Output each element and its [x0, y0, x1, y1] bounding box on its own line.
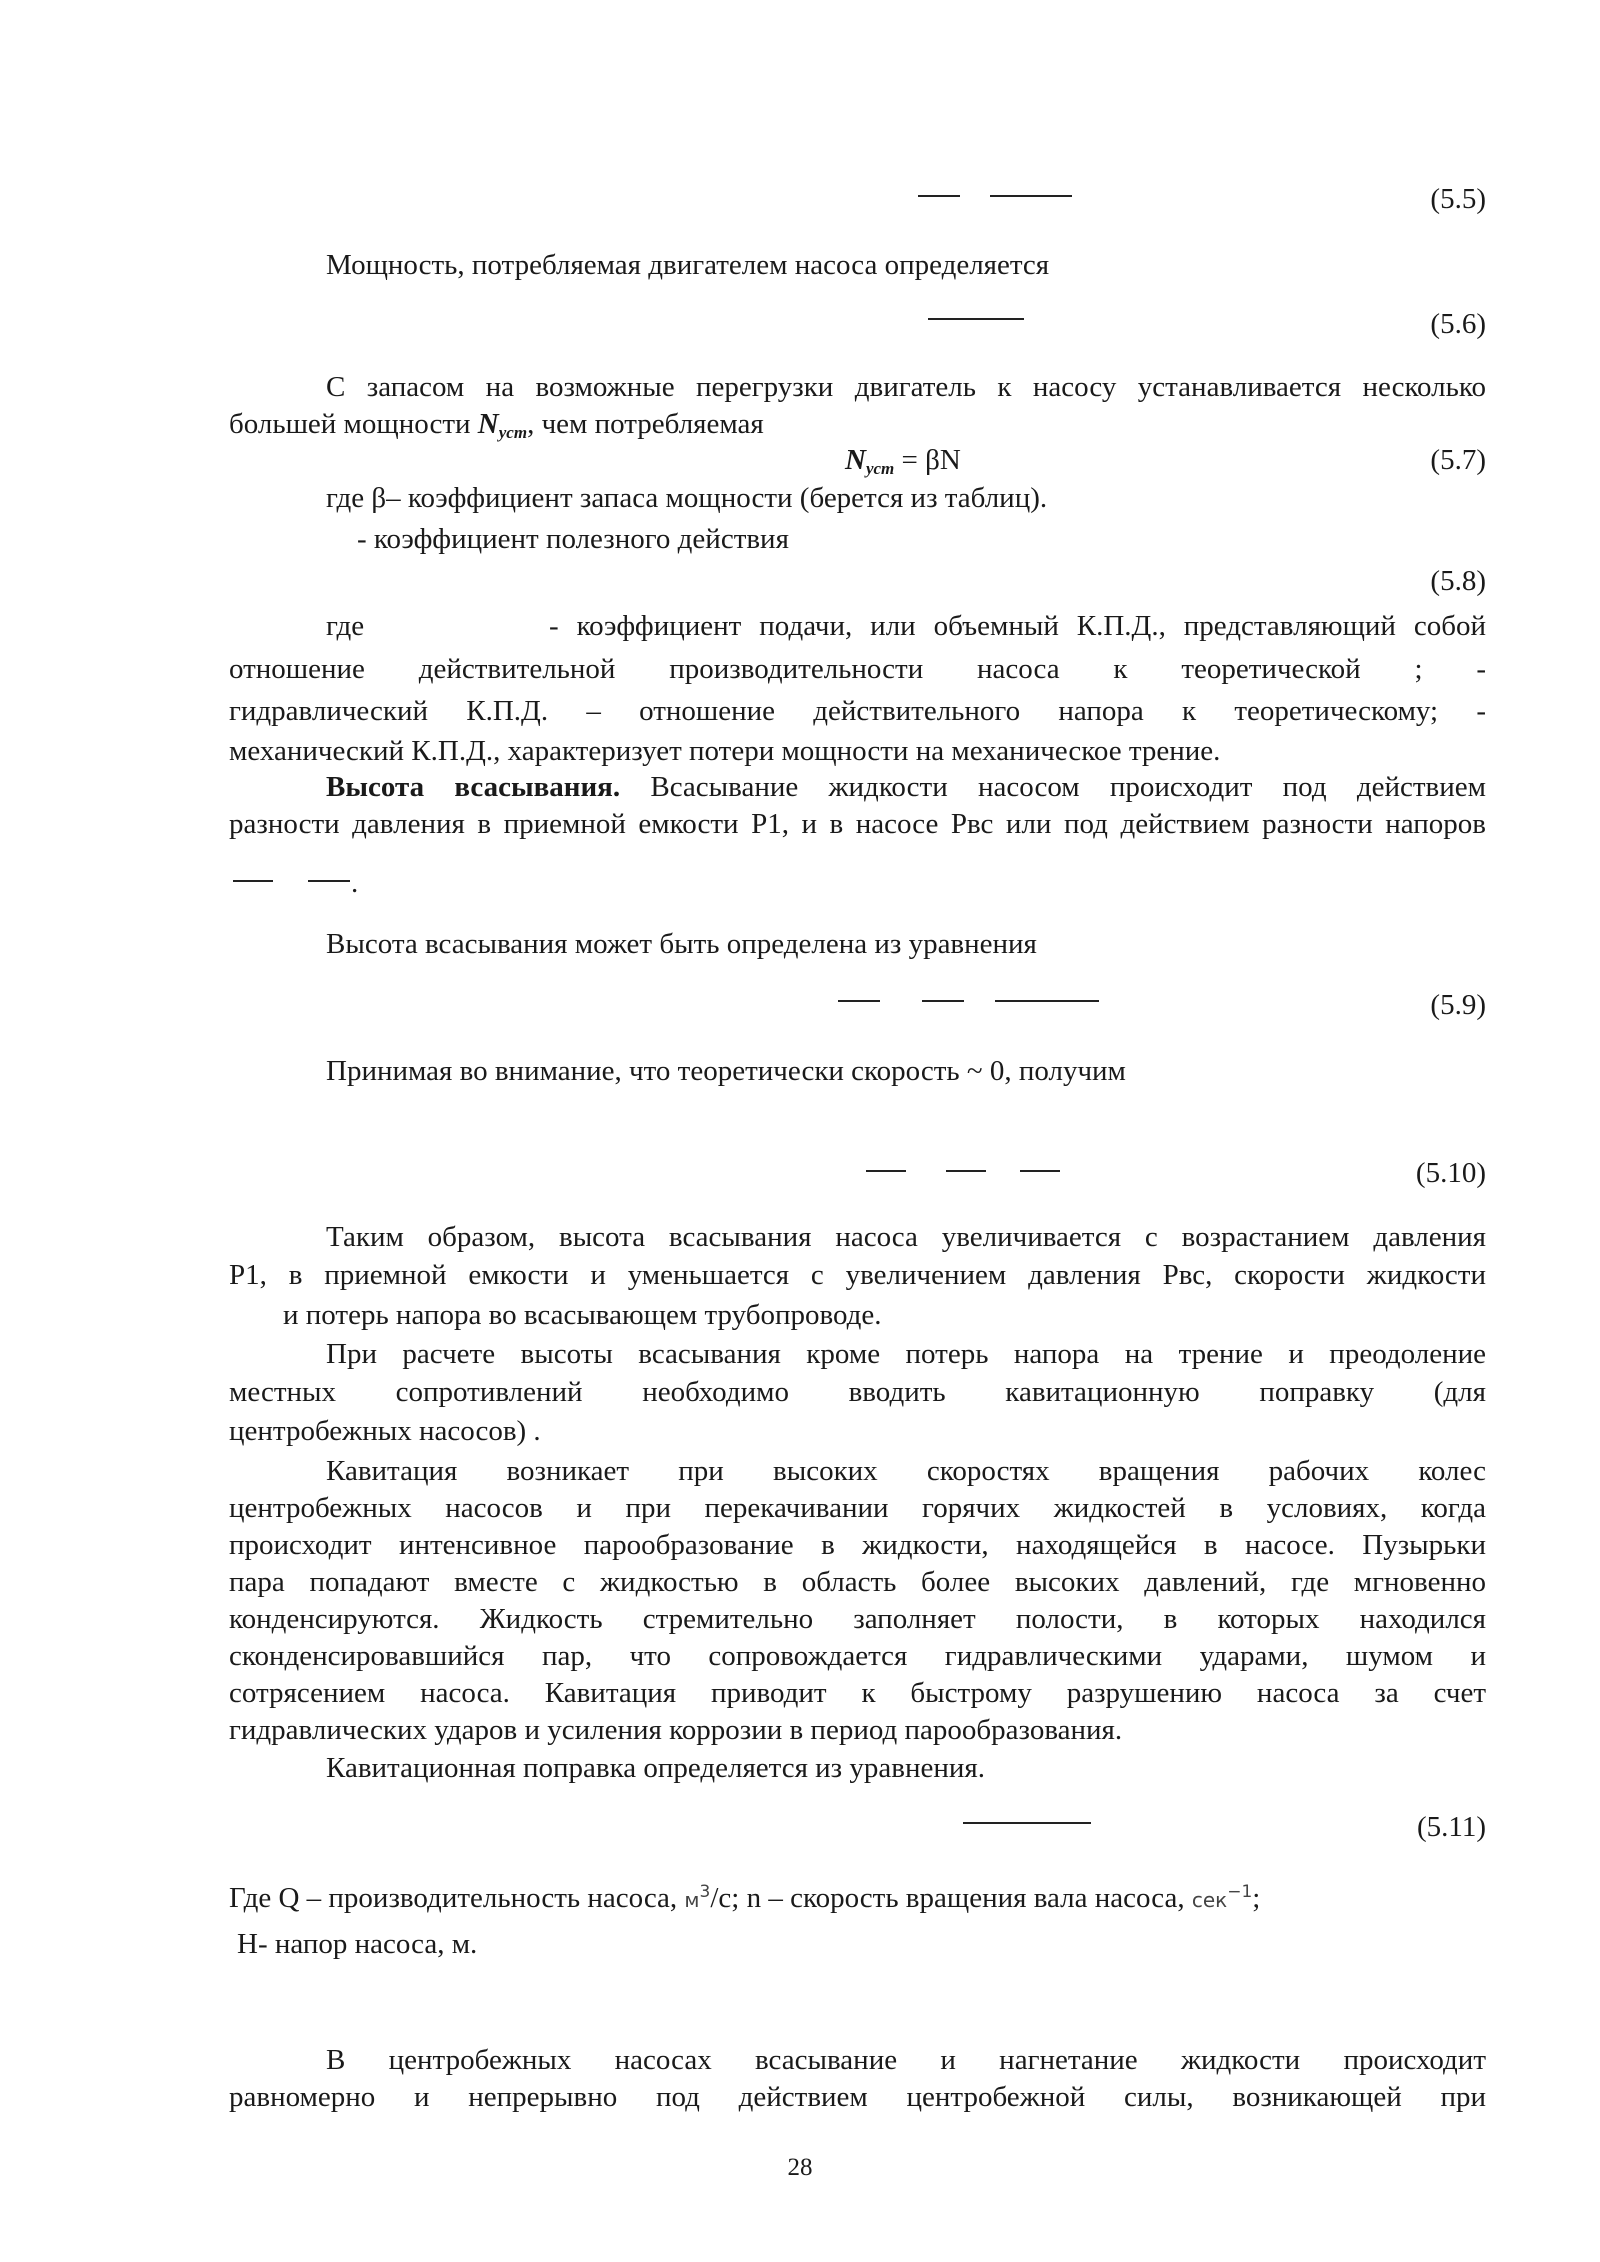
formula-5-5-bar-2: [990, 195, 1072, 197]
paragraph-cavitation-line-4: пара попадают вместе с жидкостью в область более высоких давлений, где мгновенно: [229, 1566, 1486, 1598]
paragraph-centrifugal-line-1: В центробежных насосах всасывание и нагнетание жидкости происходит: [326, 2044, 1486, 2076]
suction-heading: Высота всасывания.: [326, 771, 621, 803]
paragraph-beta-definition: где β– коэффициент запаса мощности (берется из таблиц).: [326, 482, 1048, 514]
formula-5-6-bar: [928, 318, 1024, 320]
paragraph-efficiency-definition: - коэффициент полезного действия: [357, 523, 789, 555]
paragraph-cavitation-correction: Кавитационная поправка определяется из уравнения.: [326, 1752, 985, 1784]
paragraph-calc-line-2: местных сопротивлений необходимо вводить кавитационную поправку (для: [229, 1376, 1486, 1408]
reserve-text-b: , чем потребляемая: [527, 408, 764, 440]
formula-5-11-bar: [963, 1822, 1091, 1824]
formula-5-9-bar-2: [922, 1000, 964, 1002]
paragraph-thus-line-2: Р1, в приемной емкости и уменьшается с увеличением давления Рвс, скорости жидкости: [229, 1259, 1486, 1291]
paragraph-power-consumed: Мощность, потребляемая двигателем насоса определяется: [326, 249, 1050, 281]
paragraph-thus-line-3: и потерь напора во всасывающем трубопроводе.: [283, 1299, 882, 1331]
equation-number-5-6: (5.6): [1430, 308, 1486, 340]
where-word: где: [326, 610, 365, 642]
formula-5-5-bar-1: [918, 195, 960, 197]
equation-number-5-7: (5.7): [1430, 444, 1486, 476]
unit-sec-exponent: −1: [1227, 1882, 1253, 1902]
paragraph-centrifugal-line-2: равномерно и непрерывно под действием центробежной силы, возникающей при: [229, 2081, 1486, 2113]
paragraph-suction-line-1: [229, 768, 1486, 806]
formula-5-7-rhs: = βN: [894, 444, 961, 476]
paragraph-cavitation-line-1: Кавитация возникает при высоких скоростях вращения рабочих колес: [326, 1455, 1486, 1487]
paragraph-reserve-line-1: С запасом на возможные перегрузки двигатель к насосу устанавливается несколько: [326, 371, 1486, 403]
paragraph-hydraulic-line: гидравлический К.П.Д. – отношение действительного напора к теоретическому; -: [229, 695, 1486, 727]
where-definition: - коэффициент подачи, или объемный К.П.Д., представляющий собой: [549, 610, 1486, 642]
unit-m3-exponent: 3: [699, 1882, 711, 1902]
paragraph-ratio-line: отношение действительной производительности насоса к теоретической ; -: [229, 653, 1486, 685]
paragraph-cavitation-line-5: конденсируются. Жидкость стремительно заполняет полости, в которых находился: [229, 1603, 1486, 1635]
n-install-symbol: [478, 408, 527, 440]
paragraph-where-rest: [549, 607, 1486, 645]
n-subscript: уст: [498, 423, 528, 442]
where-q-text-c: ;: [1252, 1882, 1261, 1914]
formula-5-7-n-subscript: уст: [865, 459, 895, 478]
paragraph-suction-line-2: разности давления в приемной емкости Р1, и в насосе Рвс или под действием разности напоров: [229, 808, 1486, 840]
velocity-text: Принимая во внимание, что теоретически скорость ~ 0, получим: [326, 1055, 1126, 1087]
paragraph-cavitation-line-6: сконденсировавшийся пар, что сопровождается гидравлическими ударами, шумом и: [229, 1640, 1486, 1672]
formula-5-10-bar-2: [946, 1170, 986, 1172]
paragraph-cavitation-line-3: происходит интенсивное парообразование в жидкости, находящейся в насосе. Пузырьки: [229, 1529, 1486, 1561]
formula-5-7-n: [845, 444, 894, 476]
formula-5-9-bar-3: [995, 1000, 1099, 1002]
suction-formula-period: .: [351, 867, 359, 899]
page-number: 28: [787, 2154, 813, 2181]
equation-number-5-8: (5.8): [1430, 565, 1486, 597]
suction-formula-bar-1: [233, 880, 273, 882]
where-q-text-a: Где Q – производительность насоса,: [229, 1882, 685, 1914]
paragraph-reserve-line-2: [229, 405, 764, 443]
paragraph-suction-equation-intro: Высота всасывания может быть определена из уравнения: [326, 928, 1037, 960]
paragraph-thus-line-1: Таким образом, высота всасывания насоса увеличивается с возрастанием давления: [326, 1221, 1486, 1253]
paragraph-cavitation-line-2: центробежных насосов и при перекачивании горячих жидкостей в условиях, когда: [229, 1492, 1486, 1524]
paragraph-mechanical-line: механический К.П.Д., характеризует потери мощности на механическое трение.: [229, 735, 1221, 767]
paragraph-velocity: [326, 1052, 1126, 1090]
equation-number-5-5: (5.5): [1430, 183, 1486, 215]
formula-5-10-bar-1: [866, 1170, 906, 1172]
n-symbol: N: [477, 408, 499, 440]
suction-formula-bar-2: [308, 880, 350, 882]
equation-number-5-9: (5.9): [1430, 989, 1486, 1021]
paragraph-where-q: [229, 1879, 1260, 1919]
reserve-text-a: большей мощности: [229, 408, 478, 440]
equation-number-5-10: (5.10): [1415, 1157, 1486, 1189]
equation-number-5-11: (5.11): [1417, 1811, 1486, 1843]
formula-5-10-bar-3: [1020, 1170, 1060, 1172]
unit-cubic-meter: [684, 1882, 711, 1912]
suction-line-1-text: Всасывание жидкости насосом происходит под действием: [620, 771, 1486, 803]
unit-sec-base: сек: [1191, 1888, 1228, 1912]
unit-per-second: [1191, 1882, 1253, 1912]
paragraph-cavitation-line-8: гидравлических ударов и усиления коррозии в период парообразования.: [229, 1714, 1123, 1746]
formula-5-7: [845, 441, 961, 479]
paragraph-cavitation-line-7: сотрясением насоса. Кавитация приводит к быстрому разрушению насоса за счет: [229, 1677, 1486, 1709]
formula-5-9-bar-1: [838, 1000, 880, 1002]
unit-m3-base: м: [684, 1888, 700, 1912]
paragraph-calc-line-3: центробежных насосов) .: [229, 1415, 541, 1447]
where-q-text-b: /c; n – скорость вращения вала насоса,: [710, 1882, 1192, 1914]
paragraph-calc-line-1: При расчете высоты всасывания кроме потерь напора на трение и преодоление: [326, 1338, 1486, 1370]
paragraph-head-definition: H- напор насоса, м.: [237, 1928, 478, 1960]
formula-5-7-n-symbol: N: [845, 444, 866, 476]
